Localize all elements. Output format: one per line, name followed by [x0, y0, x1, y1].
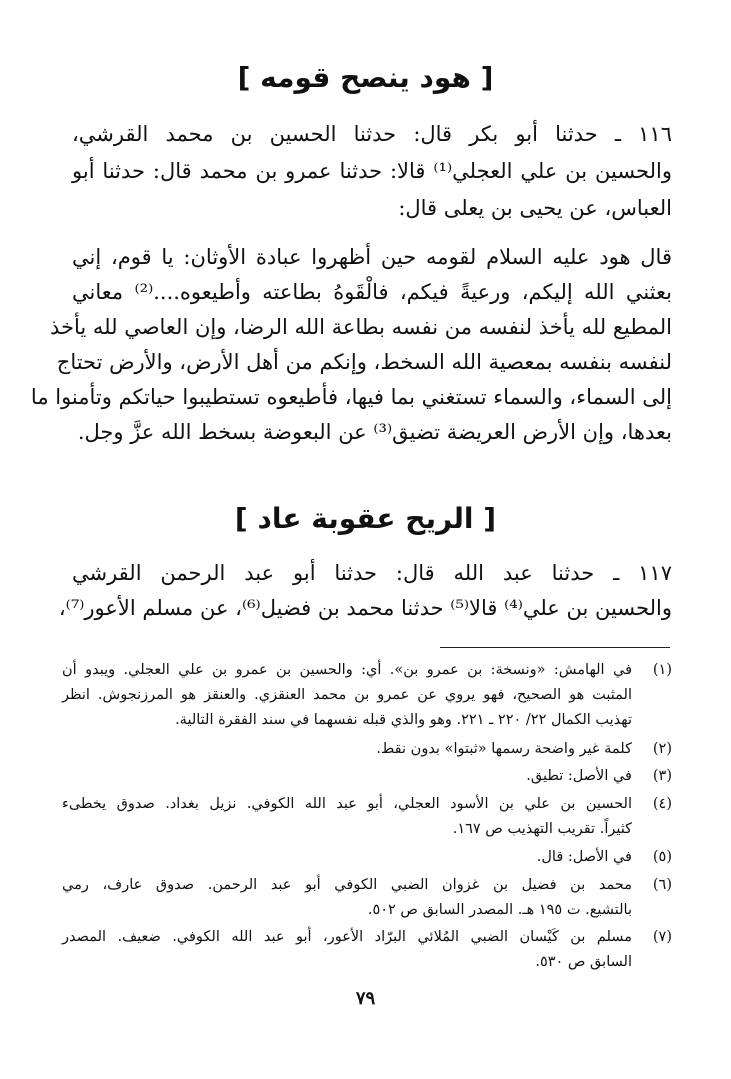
- footnote-1-line: في الهامش: «ونسخة: بن عمرو بن». أي: والحسين بن عمرو بن علي العجلي. ويبدو أن: [62, 662, 632, 678]
- footnote-4-line: كثيراً. تقريب التهذيب ص ١٦٧.: [452, 821, 632, 837]
- footnote-2-text: كلمة غير واضحة رسمها «ثبتوا» بدون نقط.: [376, 741, 632, 757]
- footnote-5-text: في الأصل: قال.: [536, 849, 632, 865]
- section-heading-hud: [ هود ينصح قومه ]: [237, 61, 494, 94]
- section-heading-wind: [ الريح عقوبة عاد ]: [234, 502, 497, 535]
- footnote-6-line: محمد بن فضيل بن غزوان الضبي الكوفي أبو عبد الرحمن. صدوق عارف، رمي: [62, 877, 632, 893]
- paragraph-116-line: والحسين بن علي العجلي⁽¹⁾ قالا: حدثنا عمرو بن محمد قال: حدثنا أبو: [72, 159, 672, 183]
- paragraph-hud-line: المطيع لله يأخذ لنفسه من نفسه بطاعة الله الرضا، وإن العاصي لله يأخذ: [49, 315, 672, 339]
- footnote-6-line: بالتشيع. ت ١٩٥ هـ. المصدر السابق ص ٥٠٢.: [367, 902, 632, 918]
- footnote-3-text: في الأصل: تطيق.: [526, 768, 632, 784]
- footnote-divider: [440, 647, 670, 648]
- paragraph-hud-line: قال هود عليه السلام لقومه حين أظهروا عبادة الأوثان: يا قوم، إني: [72, 245, 672, 269]
- footnote-number: (١): [652, 662, 672, 678]
- paragraph-117-line: ١١٧ ـ حدثنا عبد الله قال: حدثنا أبو عبد الرحمن القرشي: [72, 561, 672, 585]
- footnote-number: (٥): [652, 849, 672, 865]
- footnote-number: (٣): [652, 768, 672, 784]
- footnote-7-line: السابق ص ٥٣٠.: [535, 954, 632, 970]
- paragraph-117-line: والحسين بن علي⁽⁴⁾ قالا⁽⁵⁾ حدثنا محمد بن فضيل⁽⁶⁾، عن مسلم الأعور⁽⁷⁾،: [58, 596, 672, 620]
- page-number: ٧٩: [355, 988, 376, 1009]
- footnote-1-line: المثبت هو الصحيح، فهو يروي عن عمرو بن محمد العنقزي. والعنقز هو المرزنجوش. انظر: [62, 687, 632, 703]
- footnote-7-line: مسلم بن كَيْسان الضبي المُلائي البرّاد الأعور، أبو عبد الله الكوفي. ضعيف. المصدر: [62, 929, 632, 945]
- paragraph-116-line: ١١٦ ـ حدثنا أبو بكر قال: حدثنا الحسين بن محمد القرشي،: [72, 122, 672, 146]
- footnote-4-line: الحسين بن علي بن الأسود العجلي، أبو عبد الله الكوفي. نزيل بغداد. صدوق يخطىء: [62, 796, 632, 812]
- paragraph-116-line: العباس، عن يحيى بن يعلى قال:: [398, 196, 672, 220]
- footnote-1-line: تهذيب الكمال ٢٢/ ٢٢٠ ـ ٢٢١. وهو والذي قبله نفسهما في سند الفقرة التالية.: [175, 712, 632, 728]
- footnote-number: (٢): [652, 741, 672, 757]
- paragraph-hud-line: بعثني الله إليكم، ورعيةً فيكم، فالْقَوهُ بطاعته وأطيعوه....⁽²⁾ معاني: [72, 280, 672, 304]
- footnote-number: (٦): [652, 877, 672, 893]
- paragraph-hud-line: بعدها، وإن الأرض العريضة تضيق⁽³⁾ عن البعوضة بسخط الله عزَّ وجل.: [77, 420, 672, 444]
- paragraph-hud-line: لنفسه بنفسه بمعصية الله السخط، وإنكم من أهل الأرض، والأرض تحتاج: [56, 350, 672, 374]
- footnote-number: (٤): [652, 796, 672, 812]
- paragraph-hud-line: إلى السماء، والسماء تستغني بما فيها، فأطيعوه تستطيبوا حياتكم وتأمنوا ما: [30, 385, 672, 409]
- footnote-number: (٧): [652, 929, 672, 945]
